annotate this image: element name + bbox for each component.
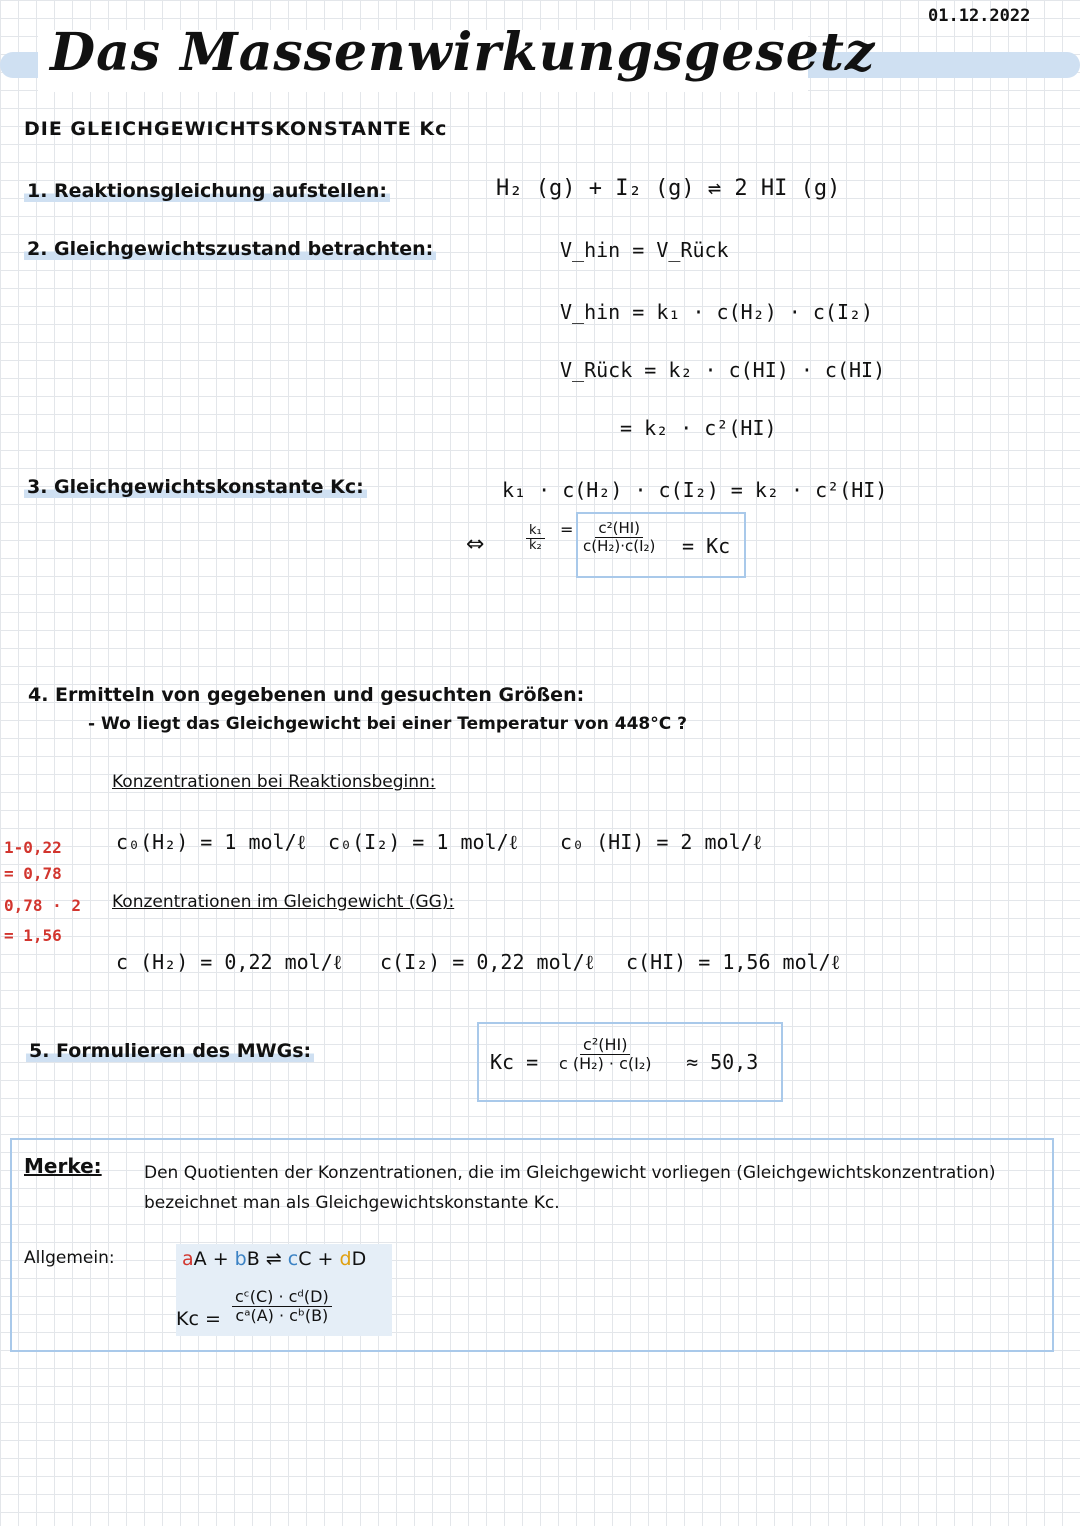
start-conc-i2: c₀(I₂) = 1 mol/ℓ xyxy=(328,830,519,854)
subtitle: DIE GLEICHGEWICHTSKONSTANTE Kc xyxy=(24,118,448,140)
step-2-line-1: V_hin = V_Rück xyxy=(560,238,729,262)
start-concentrations-heading: Konzentrationen bei Reaktionsbeginn: xyxy=(112,772,436,792)
page-title: Das Massenwirkungsgesetz xyxy=(50,22,876,83)
step-4-label: 4. Ermitteln von gegebenen und gesuchten Größen: xyxy=(28,684,585,706)
eq-conc-i2: c(I₂) = 0,22 mol/ℓ xyxy=(380,950,595,974)
equals-sign: = xyxy=(560,520,574,539)
side-note-3: 0,78 · 2 xyxy=(4,896,82,915)
side-note-2: = 0,78 xyxy=(4,864,62,883)
eq-conc-h2: c (H₂) = 0,22 mol/ℓ xyxy=(116,950,343,974)
step-1-equation: H₂ (g) + I₂ (g) ⇌ 2 HI (g) xyxy=(496,176,841,201)
mwg-result-value: ≈ 50,3 xyxy=(686,1050,759,1074)
mwg-fraction: $\frac{\text{c²(HI)}}{\text{c (H₂) · c(I₂)}}$ xyxy=(559,1035,652,1073)
rate-constant-ratio: $\frac{\text{k₁}}{\text{k₂}}$ xyxy=(526,524,545,554)
merke-text: Den Quotienten der Konzentrationen, die im Gleichgewicht vorliegen (Gleichgewichtskonzentration) bezeichnet man als Gleichgewichtskonstante Kc. xyxy=(144,1163,996,1213)
general-label: Allgemein: xyxy=(24,1248,115,1268)
step-3-line-1: k₁ · c(H₂) · c(I₂) = k₂ · c²(HI) xyxy=(502,478,888,502)
side-note-4: = 1,56 xyxy=(4,926,62,945)
kc-derivation-result: = Kc xyxy=(682,534,731,558)
step-5-label: 5. Formulieren des MWGs: xyxy=(26,1040,314,1062)
side-note-1: 1-0,22 xyxy=(4,838,62,857)
date: 01.12.2022 xyxy=(928,6,1031,26)
step-4-question: - Wo liegt das Gleichgewicht bei einer Temperatur von 448°C ? xyxy=(88,714,687,734)
equilibrium-concentrations-heading: Konzentrationen im Gleichgewicht (GG): xyxy=(112,892,455,912)
general-kc: Kc = xyxy=(176,1308,221,1330)
step-2-line-2: V_hin = k₁ · c(H₂) · c(I₂) xyxy=(560,300,874,324)
general-fraction: $\frac{\text{cᶜ(C) · cᵈ(D)}}{\text{cᵃ(A) · cᵇ(B)}}$ xyxy=(232,1288,332,1324)
general-equation: aA + bB ⇌ cC + dD xyxy=(182,1248,367,1270)
equivalence-arrow-icon: ⇔ xyxy=(466,532,485,557)
mwg-kc: Kc = xyxy=(490,1050,539,1074)
step-1-label: 1. Reaktionsgleichung aufstellen: xyxy=(24,180,390,202)
step-2-line-4: = k₂ · c²(HI) xyxy=(620,416,777,440)
start-conc-hi: c₀ (HI) = 2 mol/ℓ xyxy=(560,830,763,854)
start-conc-h2: c₀(H₂) = 1 mol/ℓ xyxy=(116,830,307,854)
step-2-label: 2. Gleichgewichtszustand betrachten: xyxy=(24,238,436,260)
kc-derivation-fraction: $\frac{\text{c²(HI)}}{\text{c(H₂)·c(I₂)}}$ xyxy=(583,519,656,555)
eq-conc-hi: c(HI) = 1,56 mol/ℓ xyxy=(626,950,841,974)
step-2-line-3: V_Rück = k₂ · c(HI) · c(HI) xyxy=(560,358,886,382)
merke-label: Merke: xyxy=(24,1154,102,1178)
step-3-label: 3. Gleichgewichtskonstante Kc: xyxy=(24,476,367,498)
